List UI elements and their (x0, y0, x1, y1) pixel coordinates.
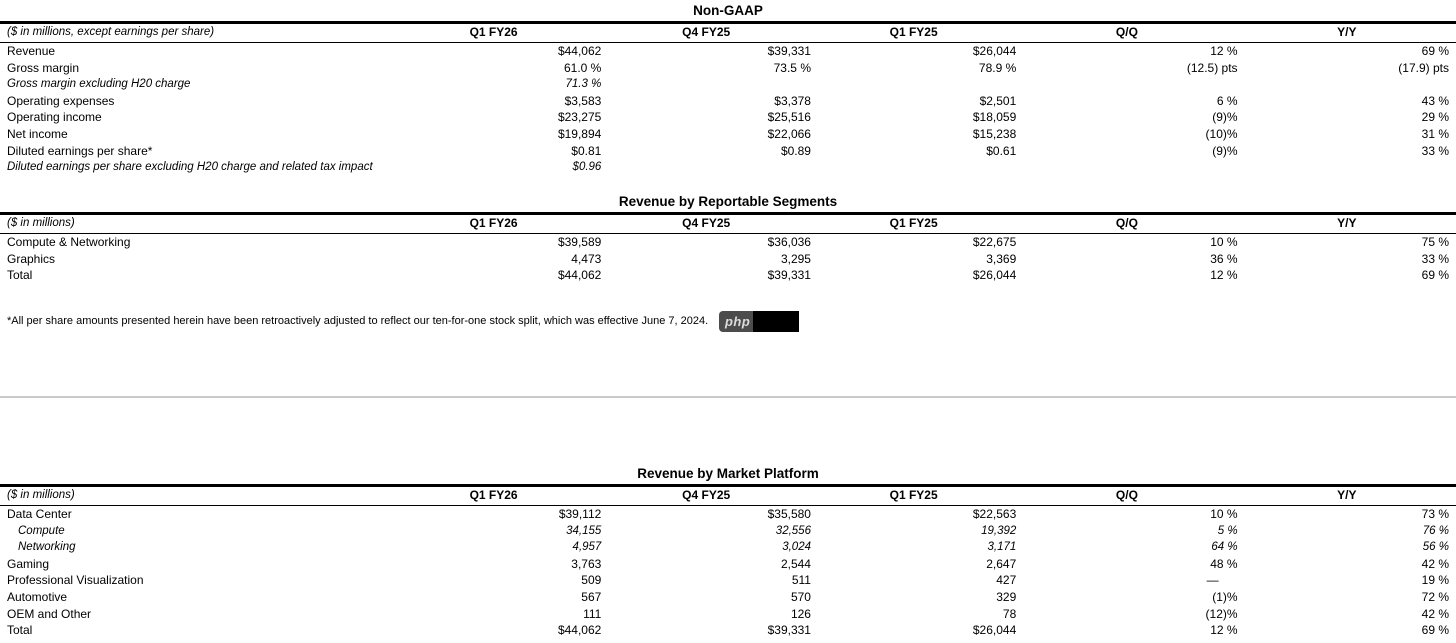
value-cell: $36,036 (767, 235, 811, 249)
value-cell: 5 % (1217, 524, 1238, 537)
value-cell: $26,044 (972, 623, 1017, 638)
value-cell: 32,556 (775, 524, 811, 537)
value-cell: $39,589 (557, 235, 602, 249)
value-cell: 33 % (1421, 251, 1449, 266)
column-header: Q1 FY26 (469, 488, 518, 502)
value-cell: $0.96 (572, 161, 602, 174)
table-row (0, 126, 1456, 143)
row-label: Gaming (7, 556, 50, 571)
value-cell: 3,763 (571, 556, 602, 571)
value-cell: 12 % (1210, 623, 1238, 638)
reportable-segments-section (0, 194, 1456, 284)
value-cell: $18,059 (972, 110, 1017, 125)
row-label: Data Center (7, 507, 72, 521)
column-header: Q4 FY25 (682, 25, 731, 39)
php-badge (719, 311, 799, 332)
value-cell (601, 159, 811, 176)
value-cell: $22,066 (767, 126, 811, 141)
non-gaap-section (0, 3, 1456, 176)
column-header: Q/Q (1115, 488, 1138, 502)
value-cell: $35,580 (767, 507, 811, 521)
value-cell: $0.89 (780, 143, 811, 158)
row-label: Diluted earnings per share* (7, 143, 153, 158)
value-cell: 69 % (1421, 268, 1449, 283)
value-cell: 78.9 % (978, 60, 1017, 75)
table-row (0, 622, 1456, 639)
row-label: Professional Visualization (7, 573, 144, 588)
row-label: Total (7, 268, 33, 283)
value-cell: 48 % (1210, 556, 1238, 571)
value-cell: 6 % (1216, 93, 1238, 108)
row-label: Gross margin (7, 60, 80, 75)
reportable-segments-table (0, 212, 1456, 284)
table-title: Revenue by Market Platform (637, 466, 819, 481)
value-cell: 2,647 (986, 556, 1017, 571)
row-label: Compute & Networking (7, 235, 131, 249)
table-row (0, 109, 1456, 126)
value-cell: $26,044 (972, 268, 1017, 283)
value-cell: 2,544 (780, 556, 811, 571)
value-cell: $23,275 (557, 110, 602, 125)
value-cell: 3,369 (986, 251, 1017, 266)
table-row (0, 589, 1456, 606)
value-cell: (12)% (1205, 606, 1238, 621)
section-divider (0, 396, 1456, 398)
value-cell: (1)% (1212, 589, 1238, 604)
row-label: Diluted earnings per share excluding H20 charge and related tax impact (7, 161, 373, 174)
value-cell: (9)% (1212, 110, 1238, 125)
value-cell: $3,583 (564, 93, 602, 108)
value-cell: 72 % (1421, 589, 1449, 604)
value-cell: 111 (583, 606, 602, 621)
value-cell: 75 % (1421, 235, 1449, 249)
column-header: Q1 FY25 (889, 216, 938, 230)
value-cell: 3,171 (987, 541, 1017, 554)
value-cell: 56 % (1422, 541, 1449, 554)
value-cell: 33 % (1421, 143, 1449, 158)
header-row (0, 486, 1456, 506)
value-cell: 34,155 (566, 524, 602, 537)
value-cell: 10 % (1210, 507, 1238, 521)
table-row (0, 143, 1456, 160)
table-title: Non-GAAP (693, 3, 763, 18)
value-cell: 3,024 (782, 541, 811, 554)
footnote-row (7, 309, 799, 333)
table-row (0, 76, 1456, 93)
column-header: Q1 FY25 (889, 25, 938, 39)
value-cell: (12.5) pts (1186, 60, 1238, 75)
non-gaap-table (0, 21, 1456, 176)
value-cell: $44,062 (557, 44, 602, 58)
column-header: Y/Y (1337, 488, 1357, 502)
table-row (0, 93, 1456, 110)
value-cell: $22,563 (972, 507, 1017, 521)
value-cell: (9)% (1212, 143, 1238, 158)
value-cell: $19,894 (557, 126, 602, 141)
value-cell (811, 159, 1016, 176)
column-header: Y/Y (1337, 216, 1357, 230)
value-cell: 42 % (1421, 556, 1449, 571)
value-cell: (10)% (1205, 126, 1238, 141)
row-label: Revenue (7, 44, 56, 58)
column-header: Q/Q (1115, 25, 1138, 39)
table-row (0, 267, 1456, 284)
value-cell: 69 % (1421, 44, 1449, 58)
header-row (0, 23, 1456, 43)
column-header: Q/Q (1115, 216, 1138, 230)
value-cell: 29 % (1421, 110, 1449, 125)
value-cell: 567 (581, 589, 602, 604)
row-label: Operating income (7, 110, 102, 125)
value-cell: 19,392 (981, 524, 1017, 537)
column-header: Q1 FY26 (469, 25, 518, 39)
row-label: Operating expenses (7, 93, 115, 108)
value-cell: 43 % (1421, 93, 1449, 108)
column-header: Q1 FY26 (469, 216, 518, 230)
value-cell: $22,675 (972, 235, 1017, 249)
value-cell: $39,331 (767, 268, 811, 283)
value-cell: 71.3 % (565, 78, 602, 91)
value-cell: $39,331 (767, 623, 811, 638)
value-cell: 511 (791, 573, 811, 588)
table-title: Revenue by Reportable Segments (618, 194, 838, 209)
table-row (0, 60, 1456, 77)
value-cell: $25,516 (767, 110, 811, 125)
value-cell: 69 % (1421, 623, 1449, 638)
table-row (0, 523, 1456, 540)
header-row (0, 214, 1456, 234)
value-cell: (17.9) pts (1398, 60, 1449, 75)
value-cell: 76 % (1422, 524, 1449, 537)
table-row (0, 43, 1456, 60)
value-cell: 126 (790, 606, 811, 621)
column-header: Q1 FY25 (889, 488, 938, 502)
value-cell: 73.5 % (773, 60, 811, 75)
table-row (0, 234, 1456, 251)
redaction-box (753, 311, 799, 332)
value-cell: 36 % (1210, 251, 1238, 266)
row-label: Automotive (7, 589, 68, 604)
value-cell: 570 (790, 589, 811, 604)
value-cell (1016, 76, 1237, 93)
table-row (0, 606, 1456, 623)
value-cell: 31 % (1421, 126, 1449, 141)
value-cell: $2,501 (979, 93, 1017, 108)
value-cell (1238, 159, 1456, 176)
value-cell: $3,378 (774, 93, 811, 108)
value-cell: 10 % (1210, 235, 1238, 249)
value-cell: 509 (581, 573, 602, 588)
row-label: Total (7, 623, 33, 638)
value-cell: $39,331 (767, 44, 811, 58)
value-cell: 73 % (1421, 507, 1449, 521)
value-cell: 329 (996, 589, 1017, 604)
unit-label: ($ in millions, except earnings per share) (7, 26, 215, 38)
column-header: Y/Y (1337, 25, 1357, 39)
value-cell: $15,238 (972, 126, 1017, 141)
value-cell: $44,062 (557, 268, 602, 283)
php-logo-icon: php (719, 311, 756, 332)
value-cell (1238, 76, 1456, 93)
value-cell: 61.0 % (563, 60, 602, 75)
row-label: Graphics (7, 251, 56, 266)
footnote-text: *All per share amounts presented herein have been retroactively adjusted to reflect our ten-for-one stock split, which was effective June 7, 2024. (7, 314, 709, 327)
value-cell (1016, 159, 1237, 176)
value-cell: 4,957 (572, 541, 602, 554)
table-row (0, 556, 1456, 573)
value-cell: 64 % (1211, 541, 1238, 554)
table-row (0, 251, 1456, 268)
market-platform-table (0, 484, 1456, 639)
value-cell: 42 % (1421, 606, 1449, 621)
table-row (0, 572, 1456, 589)
row-label: Compute (18, 524, 65, 537)
unit-label: ($ in millions) (7, 217, 75, 229)
value-cell: 3,295 (780, 251, 811, 266)
value-cell (601, 76, 811, 93)
value-cell: 78 (1002, 606, 1017, 621)
column-header: Q4 FY25 (682, 488, 731, 502)
row-label: Net income (7, 126, 68, 141)
value-cell: $26,044 (972, 44, 1017, 58)
value-cell: $39,112 (558, 507, 602, 521)
unit-label: ($ in millions) (7, 489, 75, 501)
table-row (0, 506, 1456, 523)
market-platform-section (0, 466, 1456, 639)
value-cell: 4,473 (571, 251, 602, 266)
value-cell: 12 % (1210, 44, 1238, 58)
value-cell: $0.61 (986, 143, 1017, 158)
row-label: OEM and Other (7, 606, 92, 621)
value-cell: — (1206, 573, 1219, 588)
value-cell: $0.81 (571, 143, 602, 158)
table-row (0, 159, 1456, 176)
row-label: Gross margin excluding H20 charge (7, 78, 191, 91)
column-header: Q4 FY25 (682, 216, 731, 230)
value-cell: 427 (996, 573, 1017, 588)
value-cell: $44,062 (557, 623, 602, 638)
value-cell (811, 76, 1016, 93)
row-label: Networking (18, 541, 76, 554)
table-row (0, 539, 1456, 556)
value-cell: 19 % (1421, 573, 1449, 588)
value-cell: 12 % (1210, 268, 1238, 283)
